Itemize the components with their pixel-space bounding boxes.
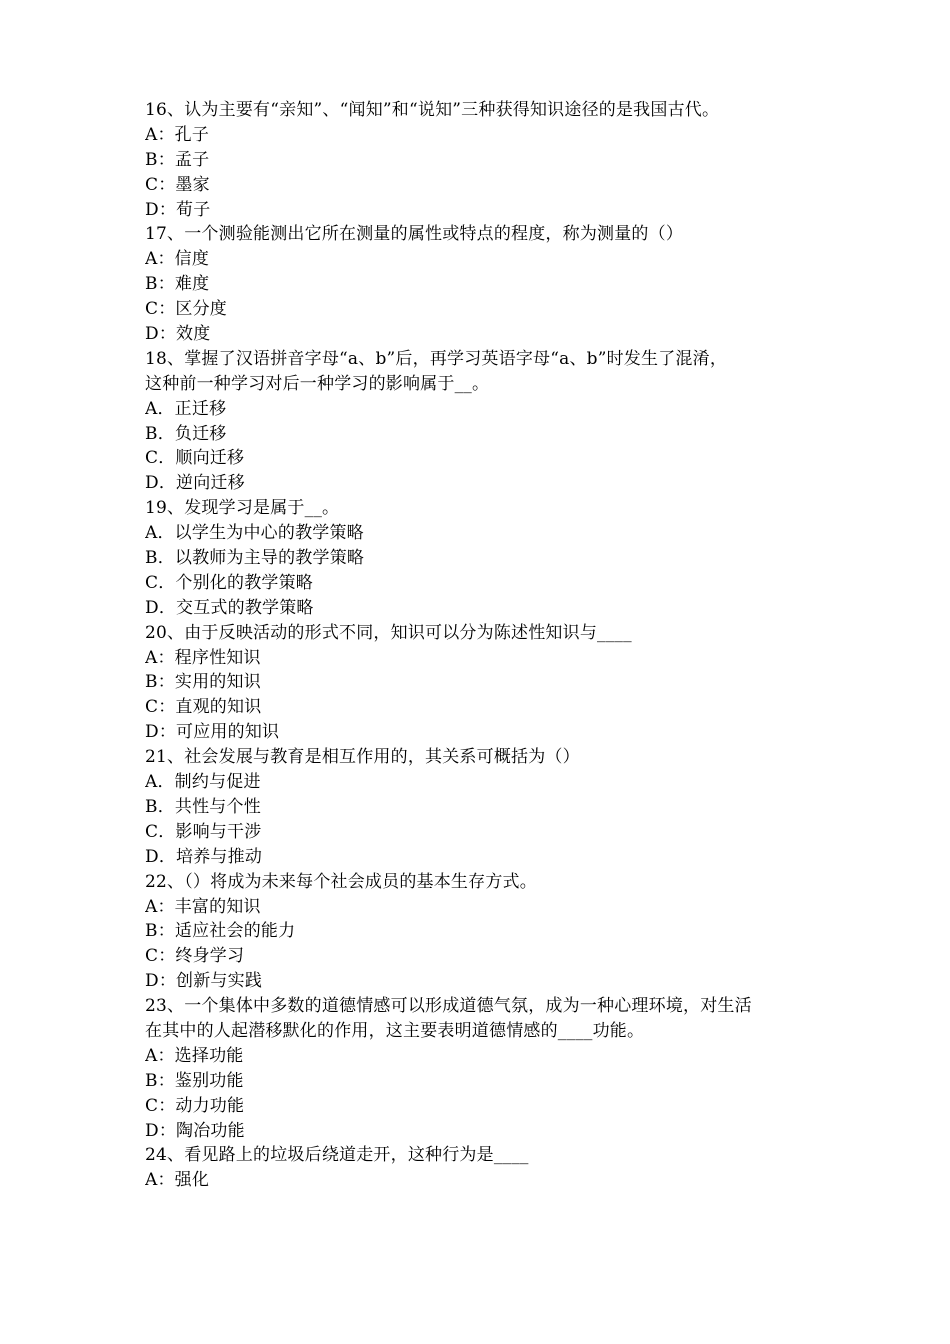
question-23-option-b: B：鉴别功能 (145, 1070, 244, 1091)
question-21-option-c: C．影响与干涉 (145, 821, 262, 842)
question-19-option-a: A．以学生为中心的教学策略 (145, 523, 364, 544)
document-body (145, 98, 810, 1193)
question-24-option-a: A：强化 (145, 1170, 210, 1191)
question-16-option-c: C：墨家 (145, 174, 210, 195)
question-16-text: 16、认为主要有“亲知”、“闻知”和“说知”三种获得知识途径的是我国古代。 (145, 100, 720, 120)
question-20-text: 20、由于反映活动的形式不同，知识可以分为陈述性知识与____ (145, 622, 632, 643)
question-20-option-b: B：实用的知识 (145, 672, 261, 693)
question-22-option-a: A：丰富的知识 (145, 896, 261, 917)
question-22-text: 22、（）将成为未来每个社会成员的基本生存方式。 (145, 871, 537, 892)
question-19-text: 19、发现学习是属于__。 (145, 498, 340, 519)
question-17-option-b: B：难度 (145, 274, 210, 295)
question-17-option-d: D：效度 (145, 324, 211, 345)
question-20-option-c: C：直观的知识 (145, 697, 262, 718)
question-21-option-a: A．制约与促进 (145, 772, 261, 793)
question-24-text: 24、看见路上的垃圾后绕道走开，这种行为是____ (145, 1145, 529, 1166)
question-17-option-c: C：区分度 (145, 299, 228, 320)
question-23-option-c: C：动力功能 (145, 1095, 245, 1116)
question-21-option-d: D．培养与推动 (145, 846, 263, 867)
question-22-option-c: C：终身学习 (145, 946, 245, 967)
question-16-option-a: A：孔子 (145, 124, 210, 145)
question-19-option-b: B．以教师为主导的教学策略 (145, 548, 365, 569)
question-23-option-d: D：陶冶功能 (145, 1120, 245, 1141)
question-19-option-d: D．交互式的教学策略 (145, 597, 314, 618)
question-20-option-d: D：可应用的知识 (145, 722, 280, 743)
question-21-text: 21、社会发展与教育是相互作用的，其关系可概括为（） (145, 747, 580, 768)
question-16-option-d: D：荀子 (145, 199, 211, 220)
question-18-option-a: A．正迁移 (145, 398, 227, 419)
question-17-text: 17、一个测验能测出它所在测量的属性或特点的程度，称为测量的（） (145, 224, 684, 245)
question-19-option-c: C．个别化的教学策略 (145, 572, 314, 593)
question-23-text-line-1: 23、一个集体中多数的道德情感可以形成道德气氛，成为一种心理环境，对生活 (145, 996, 752, 1017)
question-18-option-d: D．逆向迁移 (145, 473, 245, 494)
question-18-text-line-1: 18、掌握了汉语拼音字母“a、b”后，再学习英语字母“a、b”时发生了混淆， (145, 348, 728, 369)
question-22-option-b: B：适应社会的能力 (145, 921, 296, 942)
question-16-option-b: B：孟子 (145, 149, 210, 170)
question-18-text-line-2: 这种前一种学习对后一种学习的影响属于__。 (145, 373, 490, 394)
question-23-option-a: A：选择功能 (145, 1045, 244, 1066)
question-17-option-a: A：信度 (145, 249, 210, 270)
question-20-option-a: A：程序性知识 (145, 647, 261, 668)
question-22-option-d: D：创新与实践 (145, 971, 263, 992)
question-23-text-line-2: 在其中的人起潜移默化的作用，这主要表明道德情感的____功能。 (145, 1020, 645, 1041)
question-18-option-c: C．顺向迁移 (145, 448, 245, 469)
question-18-option-b: B．负迁移 (145, 423, 227, 444)
question-21-option-b: B．共性与个性 (145, 796, 261, 817)
